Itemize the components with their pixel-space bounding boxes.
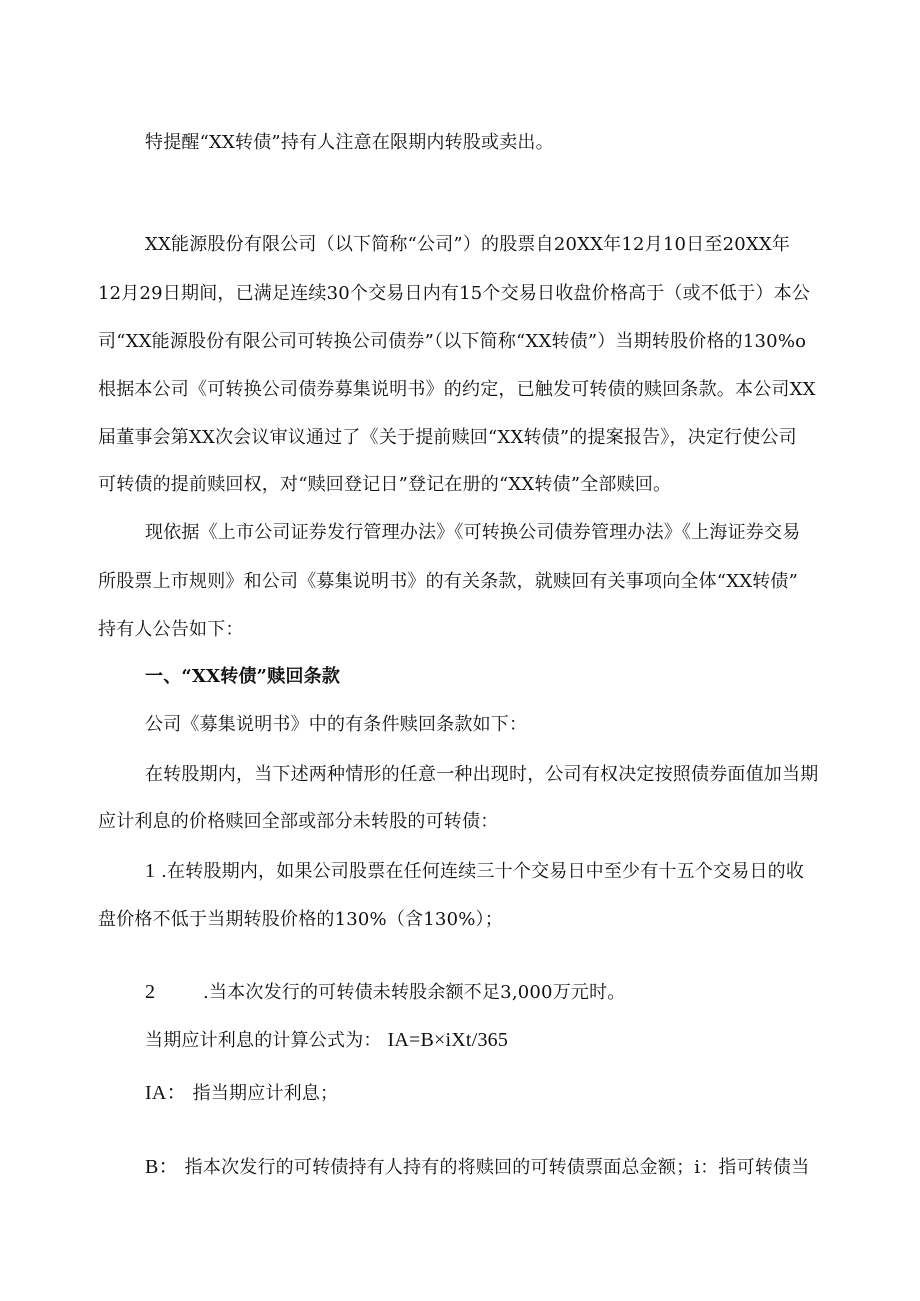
- item2-text: .当本次发行的可转债未转股余额不足3,000万元时。: [203, 982, 626, 1003]
- formula: IA=B×iXt/365: [387, 1029, 509, 1051]
- para3-line-2: 应计利息的价格赎回全部或部分未转股的可转债：: [98, 811, 499, 832]
- item2-number: 2: [145, 981, 156, 1003]
- section1-heading: 一、“XX转债”赎回条款: [145, 666, 341, 687]
- para1-line-1: XX能源股份有限公司（以下简称“公司”）的股票自20XX年12月10日至20XX年: [145, 234, 791, 255]
- para2-line-1: 现依据《上市公司证券发行管理办法》《可转换公司债券管理办法》《上海证券交易: [145, 522, 801, 543]
- def-b-line: [145, 1156, 809, 1179]
- formula-line: [145, 1029, 508, 1052]
- def-b-term: B：: [145, 1156, 179, 1178]
- item1-line-1: [145, 860, 804, 883]
- notice-line: 特提醒“XX转债”持有人注意在限期内转股或卖出。: [145, 132, 554, 153]
- def-ia-line: [145, 1082, 338, 1105]
- para3-line-1: 在转股期内，当下述两种情形的任意一种出现时，公司有权决定按照债券面值加当期: [145, 764, 819, 785]
- item1-text: .在转股期内，如果公司股票在任何连续三十个交易日中至少有十五个交易日的收: [161, 861, 805, 882]
- item1-number: 1: [145, 860, 156, 882]
- para1-line-3: 司“XX能源股份有限公司可转换公司债券”（以下简称“XX转债”）当期转股价格的130%o: [98, 331, 807, 352]
- para1-line-6: 可转债的提前赎回权，对“赎回登记日”登记在册的“XX转债”全部赎回。: [98, 474, 672, 495]
- def-b-text: 指本次发行的可转债持有人持有的将赎回的可转债票面总金额；i：指可转债当: [184, 1157, 810, 1178]
- def-ia-term: IA：: [145, 1082, 187, 1104]
- def-ia-text: 指当期应计利息；: [192, 1083, 339, 1104]
- para1-line-2: 12月29日期间，已满足连续30个交易日内有15个交易日收盘价格高于（或不低于）本公: [98, 283, 811, 304]
- formula-label: 当期应计利息的计算公式为：: [145, 1030, 382, 1051]
- para1-line-5: 届董事会第XX次会议审议通过了《关于提前赎回“XX转债”的提案报告》，决定行使公司: [98, 427, 797, 448]
- para1-line-4: 根据本公司《可转换公司债券募集说明书》的约定，已触发可转债的赎回条款。本公司XX: [98, 379, 816, 400]
- item1-line-2: 盘价格不低于当期转股价格的130%（含130%）；: [98, 909, 503, 930]
- section1-intro: 公司《募集说明书》中的有条件赎回条款如下：: [145, 714, 528, 735]
- para2-line-3: 持有人公告如下：: [98, 619, 244, 640]
- item2-line: [145, 981, 626, 1004]
- para2-line-2: 所股票上市规则》和公司《募集说明书》的有关条款，就赎回有关事项向全体“XX转债”: [98, 571, 799, 592]
